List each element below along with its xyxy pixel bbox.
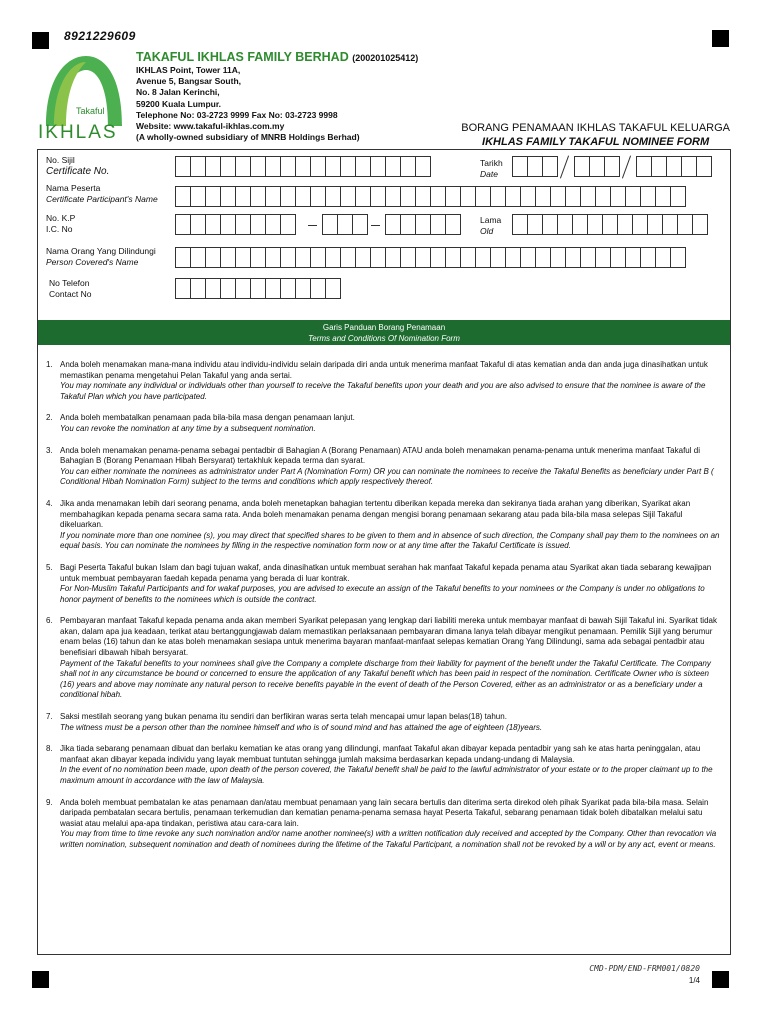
ic-label-en: I.C. No (46, 224, 73, 234)
term-text-ms: Jika tiada sebarang penamaan dibuat dan berlaku kematian ke atas orang yang dilindungi, manfaat Takaful akan dibayar kepada pentadbir yang sah ke atas harta peninggalan, atau manfaat akan dibayar kepada individu yang layak membuat tuntutan sehingga jumlah maksima berdasarkan kepada undang-undang di Malaysia. (60, 744, 701, 764)
company-logo (36, 48, 132, 148)
term-item: 5. Bagi Peserta Takaful bukan Islam dan bagi tujuan wakaf, anda dinasihatkan untuk membuat serahan hak manfaat Takaful kepada penama atau Syarikat akan tiada sebarang kewajipan untuk membuat pembayaran faedah kepada penama yang berada di luar kontrak. For Non-Muslim Takaful Participants and for wakaf purposes, you are advised to execute an assign of the Takaful benefits to your nominees or the Company is under no obligations to honor payment of benefits to the nominees which is outside the contract. (46, 563, 720, 605)
ic-label (46, 213, 75, 235)
company-name: TAKAFUL IKHLAS FAMILY BERHAD (136, 50, 349, 64)
cert-label-en: Certificate No. (46, 166, 110, 177)
form-title-en: IKHLAS FAMILY TAKAFUL NOMINEE FORM (482, 136, 710, 148)
term-text-ms: Anda boleh menamakan mana-mana individu atau individu-individu selain daripada diri anda untuk menerima manfaat Takaful di atas kematian anda dan anda juga dinasihatkan untuk memastikan penama mengetahui Pelan Takaful yang anda sertai. (60, 360, 708, 380)
term-text-en: You can revoke the nomination at any time by a subsequent nomination. (60, 423, 316, 433)
guide-title-ms: Garis Panduan Borang Penamaan (322, 323, 446, 332)
date-day-input[interactable] (512, 156, 557, 178)
date-separator (560, 156, 569, 179)
ic-no-input-part1[interactable] (175, 214, 295, 236)
old-ic-input[interactable] (512, 214, 707, 236)
terms-list (46, 360, 720, 862)
old-ic-label-en: Old (480, 226, 494, 236)
date-label-en: Date (480, 169, 498, 179)
participant-label-ms: Nama Peserta (46, 183, 101, 193)
term-item: 7. Saksi mestilah seorang yang bukan penama itu sendiri dan berfikiran waras serta telah mencapai umur lapan belas(18) tahun. The witness must be a person other than the nominee himself and who is of sound mind and has attained the age of eighteen (18)years. (46, 712, 720, 733)
participant-name-input[interactable] (175, 186, 685, 208)
date-label-ms: Tarikh (480, 158, 503, 168)
term-text-en: The witness must be a person other than the nominee himself and who is of sound mind and has attained the age of eighteen (18)years. (60, 722, 543, 732)
term-text-ms: Pembayaran manfaat Takaful kepada penama anda akan memberi Syarikat pelepasan yang lengkap dari liabiliti mereka untuk membayar manfaat di bawah Sijil Takaful ini. Syarikat tidak akan, dalam apa jua keadaan, terikat atau bertanggungjawab dalam memastikan perlaksanaan pembayaran dimana lanya telah dibayar mengikut penamaan. Pemilik Sijil yang berumur enam belas (16) tahun dan ke atas boleh menamakan sesiapa untuk menerima bayaran manfaat-manfaat selepas kematian Orang Yang Dilindungi, sama ada sebagai pentadbir atau benefisiari dibawah hibah bersyarat. (60, 616, 717, 658)
company-reg-no: (200201025412) (352, 53, 419, 63)
term-text-en: In the event of no nomination been made, upon death of the person covered, the Takaful benefit shall be paid to the lawful administrator of your estate or to the proper claimant up to the maximum amount in accordance with the law of Malaysia. (60, 765, 713, 785)
term-text-ms: Anda boleh menamakan penama-penama sebagai pentadbir di Bahagian A (Borang Penamaan) ATAU anda boleh menamakan penama-penama untuk menerima manfaat Takaful di Bahagian B (Borang Penamaan Hibah Bersyarat) tertakhluk kepada terma dan syarat. (60, 445, 700, 466)
term-text-ms: Jika anda menamakan lebih dari seorang penama, anda boleh menetapkan bahagian tertentu diberikan kepada mereka dan sekiranya tiada arahan yang diberikan, Syarikat akan membahagikan kepada penama secara sama rata. Anda boleh menamakan penama dengan mengisi borang penamaan sekarang atau pada bila-bila masa selepas Sijil Takaful dikeluarkan. (60, 498, 691, 530)
participant-label-en: Certificate Participant's Name (46, 194, 158, 204)
term-text-en: For Non-Muslim Takaful Participants and for wakaf purposes, you are advised to execute an assign of the Takaful benefits to your nominees or the Company is under no obligations to honor payment of benefits to the nominees which is outside the contract. (60, 584, 705, 604)
term-item: 1. Anda boleh menamakan mana-mana individu atau individu-individu selain daripada diri anda untuk menerima manfaat Takaful di atas kematian anda dan anda juga dinasihatkan untuk memastikan penama mengetahui Pelan Takaful yang anda sertai. You may nominate any individual or individuals other than yourself to receive the Takaful benefits upon your death and you are also advised to ensure that the nominee is aware of the Takaful Plan which you have participated. (46, 360, 720, 402)
phone-label (49, 278, 92, 300)
form-title-ms: BORANG PENAMAAN IKHLAS TAKAFUL KELUARGA (461, 122, 730, 134)
cert-no-input[interactable] (175, 156, 430, 178)
address-line: IKHLAS Point, Tower 11A, (136, 65, 241, 75)
ic-separator (371, 225, 380, 226)
registration-mark-top-right (712, 30, 729, 47)
company-info (136, 50, 418, 143)
registration-mark-bottom-left (32, 971, 49, 988)
participant-label (46, 183, 158, 205)
address-line: 59200 Kuala Lumpur. (136, 98, 222, 109)
date-separator (622, 156, 631, 179)
term-item: 3. Anda boleh menamakan penama-penama sebagai pentadbir di Bahagian A (Borang Penamaan) ATAU anda boleh menamakan penama-penama untuk menerima manfaat Takaful di Bahagian B (Borang Penamaan Hibah Bersyarat) tertakhluk kepada terma dan syarat. You can either nominate the nominees as administrator under Part A (Nomination Form) OR you can nominate the nominees to receive the Takaful Benefits as beneficiary under Part B ( Conditional Hibah Nomination Form) subject to the terms and conditions which apply respectively thereof. (46, 446, 720, 488)
term-item: 9. Anda boleh membuat pembatalan ke atas penamaan dan/atau membuat penamaan yang lain secara bertulis dan diterima serta direkod oleh pihak Syarikat pada bila-bila masa. Selain daripada pembatalan secara bertulis, penamaan terkemudian dan kematian penama-penama semasa hayat Peserta Takaful, sebarang penamaan tidak boleh dibatalkan melalui satu wasiat atau melalui apa-apa tindakan, peristiwa atau cara-cara lain. You may from time to time revoke any such nomination and/or name another nominee(s) with a written notification duly received and accepted by the Company. Other than revocation via written nomination, subsequent nomination and death of nominees during the lifetime of the Takaful Participant, a nomination shall not be revoked by a will or by any act, event or means. (46, 798, 720, 851)
registration-mark-top-left (32, 32, 49, 49)
term-text-en: You can either nominate the nominees as administrator under Part A (Nomination Form) OR you can nominate the nominees to receive the Takaful Benefits as beneficiary under Part B ( Conditional Hibah Nomination Form) subject to the terms and conditions which apply respectively thereof. (60, 466, 714, 487)
term-text-ms: Bagi Peserta Takaful bukan Islam dan bagi tujuan wakaf, anda dinasihatkan untuk membuat serahan hak manfaat Takaful kepada penama atau Syarikat akan tiada sebarang kewajipan untuk membuat pembayaran faedah kepada penama yang berada di luar kontrak. (60, 562, 712, 583)
covered-label-en: Person Covered's Name (46, 257, 139, 267)
logo-ikhlas-text: IKHLAS (38, 122, 118, 143)
cert-label-ms: No. Sijil (46, 155, 75, 165)
cert-label (46, 155, 109, 177)
term-item: 6. Pembayaran manfaat Takaful kepada penama anda akan memberi Syarikat pelepasan yang lengkap dari liabiliti mereka untuk membayar manfaat di bawah Sijil Takaful ini. Syarikat tidak akan, dalam apa jua keadaan, terikat atau bertanggungjawab dalam memastikan perlaksanaan pembayaran dimana lanya telah dibayar mengikut penamaan. Pemilik Sijil yang berumur enam belas (16) tahun dan ke atas boleh menamakan sesiapa untuk menerima bayaran manfaat-manfaat selepas kematian Orang Yang Dilindungi, sama ada sebagai pentadbir atau benefisiari dibawah hibah bersyarat. Payment of the Takaful benefits to your nominees shall give the Company a complete discharge from their liability for payment of the benefit under the Takaful Certificate. The Company shall not in any circumstance be bound or concerned to ensure the application of any Takaful benefit which has been paid in respect of the nomination. Certificate Owner who is sixteen (16) years and above may nominate any natural person to receive benefits payable in the event of death of the Person Covered, either as an administrator or as a beneficiary under a conditional hibah. (46, 616, 720, 701)
subsidiary-note: (A wholly-owned subsidiary of MNRB Holdings Berhad) (136, 132, 360, 143)
term-item: 8. Jika tiada sebarang penamaan dibuat dan berlaku kematian ke atas orang yang dilindungi, manfaat Takaful akan dibayar kepada pentadbir yang sah ke atas harta peninggalan, atau manfaat akan dibayar kepada individu yang layak membuat tuntutan sehingga jumlah maksima berdasarkan kepada undang-undang di Malaysia. In the event of no nomination been made, upon death of the person covered, the Takaful benefit shall be paid to the lawful administrator of your estate or to the proper claimant up to the maximum amount in accordance with the law of Malaysia. (46, 744, 720, 786)
old-ic-label (480, 215, 501, 237)
term-text-en: You may from time to time revoke any such nomination and/or name another nominee(s) with a written notification duly received and accepted by the Company. Other than revocation via written nomination, subsequent nomination and death of nominees during the lifetime of the Takaful Participant, a nomination shall not be revoked by a will or by any act, event or means. (60, 829, 717, 849)
old-ic-label-ms: Lama (480, 215, 502, 225)
logo-takaful-text: Takaful (76, 106, 105, 116)
document-number: 8921229609 (64, 29, 136, 43)
term-text-en: You may nominate any individual or individuals other than yourself to receive the Takaful benefits upon your death and you are also advised to ensure that the nominee is aware of the Takaful Plan which you have participated. (60, 381, 706, 401)
term-text-ms: Anda boleh membuat pembatalan ke atas penamaan dan/atau membuat penamaan yang lain secara bertulis dan diterima serta direkod oleh pihak Syarikat pada bila-bila masa. Selain daripada pembatalan secara bertulis, penamaan terkemudian dan kematian penama-penama semasa hayat Peserta Takaful, sebarang penamaan tidak boleh dibatalkan melalui satu wasiat atau melalui apa-apa tindakan, peristiwa atau cara-cara lain. (60, 797, 709, 828)
term-text-en: Payment of the Takaful benefits to your nominees shall give the Company a complete discharge from their liability for payment of the benefit under the Takaful Certificate. The Company shall not in any circumstance be bound or concerned to ensure the application of any Takaful benefit which has been paid in respect of the nomination. Certificate Owner who is sixteen (16) years and above may nominate any natural person to receive benefits payable in the event of death of the Person Covered, either as an administrator or as a beneficiary under a conditional hibah. (60, 658, 711, 700)
guide-header-bar (38, 320, 730, 345)
date-month-input[interactable] (574, 156, 619, 178)
form-title (461, 121, 730, 149)
term-text-ms: Saksi mestilah seorang yang bukan penama itu sendiri dan berfikiran waras serta telah mencapai umur lapan belas(18) tahun. (60, 712, 507, 722)
page-number: 1/4 (688, 976, 700, 985)
term-text-en: If you nominate more than one nominee (s), you may direct that specified shares to be given to them and in absence of such direction, the Company shall pay them to the nominees on an equal basis. You can nominate the nominees by filling in the respective nomination form now or at any time after the Takaful Certificate is issued. (60, 530, 720, 551)
phone-input[interactable] (175, 278, 340, 300)
covered-label (46, 246, 156, 268)
guide-title-en: Terms and Conditions Of Nomination Form (308, 334, 460, 343)
ic-no-input-part3[interactable] (385, 214, 460, 236)
phone-label-ms: No Telefon (49, 278, 90, 288)
form-code: CMD-PDM/END-FRM001/0820 (589, 964, 700, 973)
ic-label-ms: No. K.P (46, 213, 76, 223)
phone-label-en: Contact No (49, 289, 92, 299)
address-line: No. 8 Jalan Kerinchi, (136, 87, 220, 98)
term-item: 2. Anda boleh membatalkan penamaan pada bila-bila masa dengan penamaan lanjut. You can revoke the nomination at any time by a subsequent nomination. (46, 413, 720, 434)
phone-fax: Telephone No: 03-2723 9999 Fax No: 03-2723 9998 (136, 109, 338, 120)
form-main-box (37, 149, 731, 955)
term-item: 4. Jika anda menamakan lebih dari seorang penama, anda boleh menetapkan bahagian tertentu diberikan kepada mereka dan sekiranya tiada arahan yang diberikan, Syarikat akan membahagikan kepada penama secara sama rata. Anda boleh menamakan penama dengan mengisi borang penamaan sekarang atau pada bila-bila masa selepas Sijil Takaful dikeluarkan. If you nominate more than one nominee (s), you may direct that specified shares to be given to them and in absence of such direction, the Company shall pay them to the nominees on an equal basis. You can nominate the nominees by filling in the respective nomination form now or at any time after the Takaful Certificate is issued. (46, 498, 720, 551)
date-label (480, 158, 503, 180)
ic-no-input-part2[interactable] (322, 214, 367, 236)
address-line: Avenue 5, Bangsar South, (136, 76, 242, 87)
registration-mark-bottom-right (712, 971, 729, 988)
ic-separator (308, 225, 317, 226)
covered-name-input[interactable] (175, 247, 685, 269)
website: Website: www.takaful-ikhlas.com.my (136, 121, 285, 132)
covered-label-ms: Nama Orang Yang Dilindungi (46, 246, 156, 256)
term-text-ms: Anda boleh membatalkan penamaan pada bila-bila masa dengan penamaan lanjut. (60, 413, 355, 423)
date-year-input[interactable] (636, 156, 711, 178)
